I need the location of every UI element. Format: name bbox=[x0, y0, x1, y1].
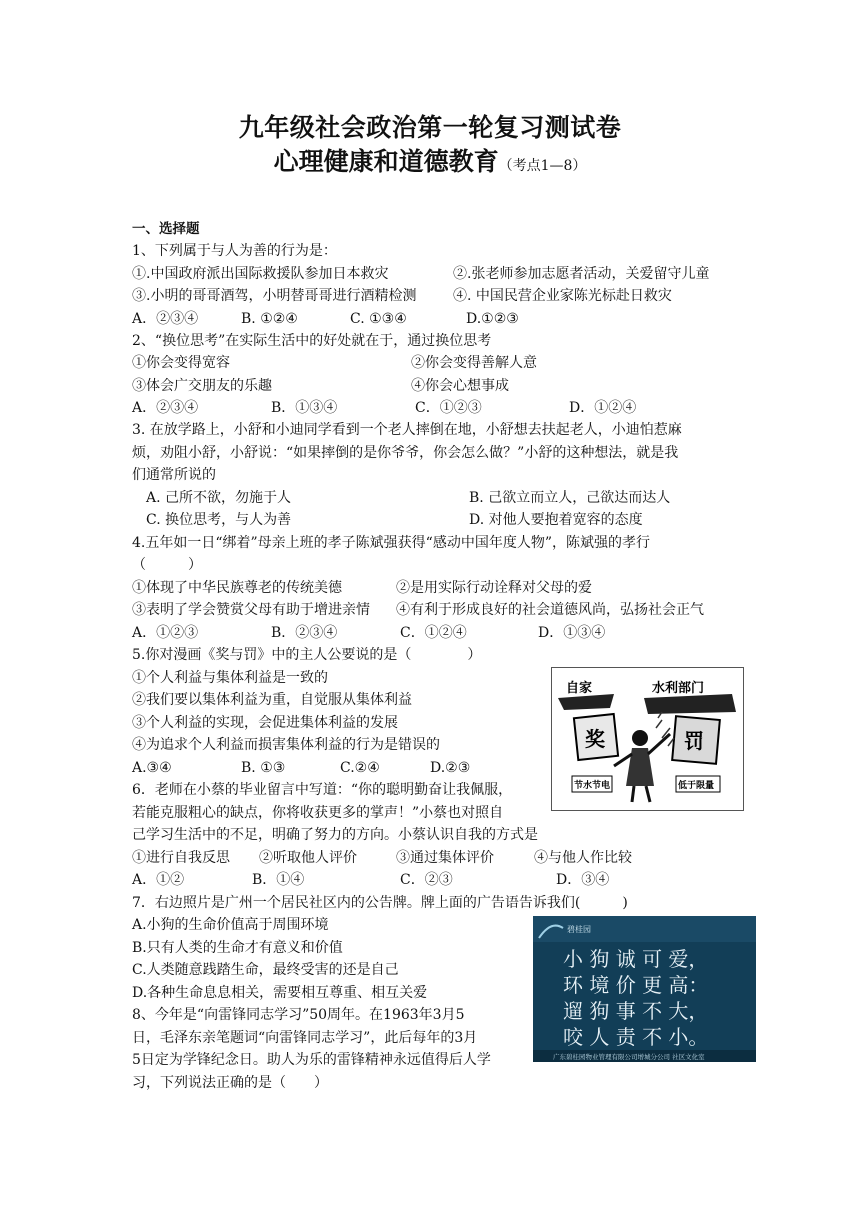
text-line: 己学习生活中的不足，明确了努力的方向。小蔡认识自我的方式是 bbox=[132, 827, 538, 843]
text-line: ①.中国政府派出国际救援队参加日本救灾 bbox=[132, 266, 389, 282]
text-line: A. 己所不欲，勿施于人 bbox=[146, 490, 292, 506]
text-line: B. ①③ bbox=[241, 760, 286, 776]
text-line: D.①②③ bbox=[466, 311, 519, 327]
cartoon-tag-left: 节水节电 bbox=[574, 781, 611, 791]
cartoon-reward-punishment bbox=[551, 667, 744, 811]
text-line: 2、“换位思考”在实际生活中的好处就在于，通过换位思考 bbox=[132, 333, 492, 349]
text-line: ②是用实际行动诠释对父母的爱 bbox=[396, 580, 592, 596]
text-line: 习，下列说法正确的是（ ） bbox=[132, 1075, 328, 1091]
text-line: C.②④ bbox=[340, 760, 380, 776]
text-line: ①进行自我反思 bbox=[132, 850, 230, 866]
text-line: A.③④ bbox=[132, 760, 172, 776]
text-line: B.只有人类的生命才有意义和价值 bbox=[132, 940, 343, 956]
text-line: ④你会心想事成 bbox=[411, 378, 509, 394]
text-line: 日，毛泽东亲笔题词“向雷锋同志学习”，此后每年的3月 bbox=[132, 1030, 478, 1046]
text-line: 若能克服粗心的缺点，你将收获更多的掌声！”小蔡也对照自 bbox=[132, 805, 504, 821]
subtitle-text: 心理健康和道德教育 bbox=[273, 147, 499, 176]
text-line: A．①② bbox=[132, 872, 185, 888]
text-line: ③表明了学会赞赏父母有助于增进亲情 bbox=[132, 602, 370, 618]
text-line: ②你会变得善解人意 bbox=[411, 355, 537, 371]
text-line: ②.张老师参加志愿者活动，关爱留守儿童 bbox=[453, 266, 710, 282]
subtitle-note: （考点1—8） bbox=[498, 158, 587, 174]
text-line: A．①②③ bbox=[132, 625, 199, 641]
text-line: ④与他人作比较 bbox=[534, 850, 632, 866]
text-line: ④有利于形成良好的社会道德风尚，弘扬社会正气 bbox=[396, 602, 704, 618]
text-line: ①个人利益与集体利益是一致的 bbox=[132, 670, 328, 686]
cartoon-tag-right: 低于限量 bbox=[678, 781, 715, 791]
text-line: D.各种生命息息相关，需要相互尊重、相互关爱 bbox=[132, 985, 428, 1001]
photo-line-4: 咬 人 责 不 小。 bbox=[563, 1025, 709, 1049]
text-line: 烦，劝阻小舒，小舒说：“如果摔倒的是你爷爷，你会怎么做？”小舒的这种想法，就是我 bbox=[132, 445, 679, 461]
text-line: ③通过集体评价 bbox=[396, 850, 494, 866]
section-heading: 一、选择题 bbox=[132, 221, 200, 237]
photo-line-1: 小 狗 诚 可 爱， bbox=[563, 947, 709, 971]
text-line: D．①②④ bbox=[569, 400, 637, 416]
text-line: D. 对他人要抱着宽容的态度 bbox=[469, 512, 643, 528]
text-line: ③体会广交朋友的乐趣 bbox=[132, 378, 272, 394]
text-line: 8、今年是“向雷锋同志学习”50周年。在1963年3月5 bbox=[132, 1007, 465, 1023]
text-line: 3. 在放学路上，小舒和小迪同学看到一个老人摔倒在地，小舒想去扶起老人，小迪怕惹麻 bbox=[132, 422, 682, 438]
text-line: 5日定为学锋纪念日。助人为乐的雷锋精神永远值得后人学 bbox=[132, 1052, 491, 1068]
text-line: ①体现了中华民族尊老的传统美德 bbox=[132, 580, 342, 596]
text-line: （ ） bbox=[132, 557, 202, 573]
text-line: ①你会变得宽容 bbox=[132, 355, 230, 371]
text-line: B．②③④ bbox=[271, 625, 338, 641]
text-line: ③个人利益的实现，会促进集体利益的发展 bbox=[132, 715, 398, 731]
page-subtitle bbox=[0, 142, 860, 178]
text-line: 6．老师在小蔡的毕业留言中写道：“你的聪明勤奋让我佩服， bbox=[132, 782, 513, 798]
text-line: ②听取他人评价 bbox=[259, 850, 357, 866]
text-line: D.②③ bbox=[430, 760, 471, 776]
text-line: B．①④ bbox=[252, 872, 305, 888]
photo-line-3: 遛 狗 事 不 大， bbox=[563, 999, 709, 1023]
text-line: 5.你对漫画《奖与罚》中的主人公要说的是（ ） bbox=[132, 647, 482, 663]
text-line: C．②③ bbox=[400, 872, 453, 888]
text-line: 们通常所说的 bbox=[132, 467, 216, 483]
community-sign-photo bbox=[533, 916, 756, 1062]
text-line: ③.小明的哥哥酒驾，小明替哥哥进行酒精检测 bbox=[132, 288, 417, 304]
text-line: D．①③④ bbox=[538, 625, 606, 641]
text-line: B．①③④ bbox=[271, 400, 338, 416]
text-line: B. 己欲立而立人，己欲达而达人 bbox=[469, 490, 671, 506]
cartoon-penalty-char: 罚 bbox=[684, 729, 704, 753]
text-line: A．②③④ bbox=[132, 400, 199, 416]
text-line: C.人类随意践踏生命，最终受害的还是自己 bbox=[132, 962, 399, 978]
text-line: ②我们要以集体利益为重，自觉服从集体利益 bbox=[132, 692, 412, 708]
photo-logo-text: 碧桂园 bbox=[567, 925, 591, 934]
photo-footer: 广东碧桂园物业管理有限公司增城分公司 社区文化室 bbox=[553, 1053, 705, 1061]
cartoon-label-left: 自家 bbox=[566, 681, 593, 696]
cartoon-label-right: 水利部门 bbox=[652, 681, 705, 696]
page-title: 九年级社会政治第一轮复习测试卷 bbox=[238, 113, 622, 142]
text-line: D．③④ bbox=[556, 872, 610, 888]
text-line: C．①②④ bbox=[400, 625, 467, 641]
text-line: C. 换位思考，与人为善 bbox=[146, 512, 292, 528]
text-line: ④. 中国民营企业家陈光标赴日救灾 bbox=[453, 288, 672, 304]
cartoon-reward-char: 奖 bbox=[585, 727, 605, 751]
text-line: C. ①③④ bbox=[350, 311, 407, 327]
text-line: 7．右边照片是广州一个居民社区内的公告牌。牌上面的广告语告诉我们( ) bbox=[132, 895, 628, 911]
text-line: 1、下列属于与人为善的行为是： bbox=[132, 243, 337, 259]
text-line: ④为追求个人利益而损害集体利益的行为是错误的 bbox=[132, 737, 440, 753]
text-line: A．②③④ bbox=[132, 311, 199, 327]
text-line: C．①②③ bbox=[415, 400, 482, 416]
photo-line-2: 环 境 价 更 高： bbox=[563, 973, 709, 997]
text-line: B. ①②④ bbox=[241, 311, 298, 327]
text-line: 4.五年如一日“绑着”母亲上班的孝子陈斌强获得“感动中国年度人物”，陈斌强的孝行 bbox=[132, 535, 650, 551]
text-line: A.小狗的生命价值高于周围环境 bbox=[132, 917, 329, 933]
